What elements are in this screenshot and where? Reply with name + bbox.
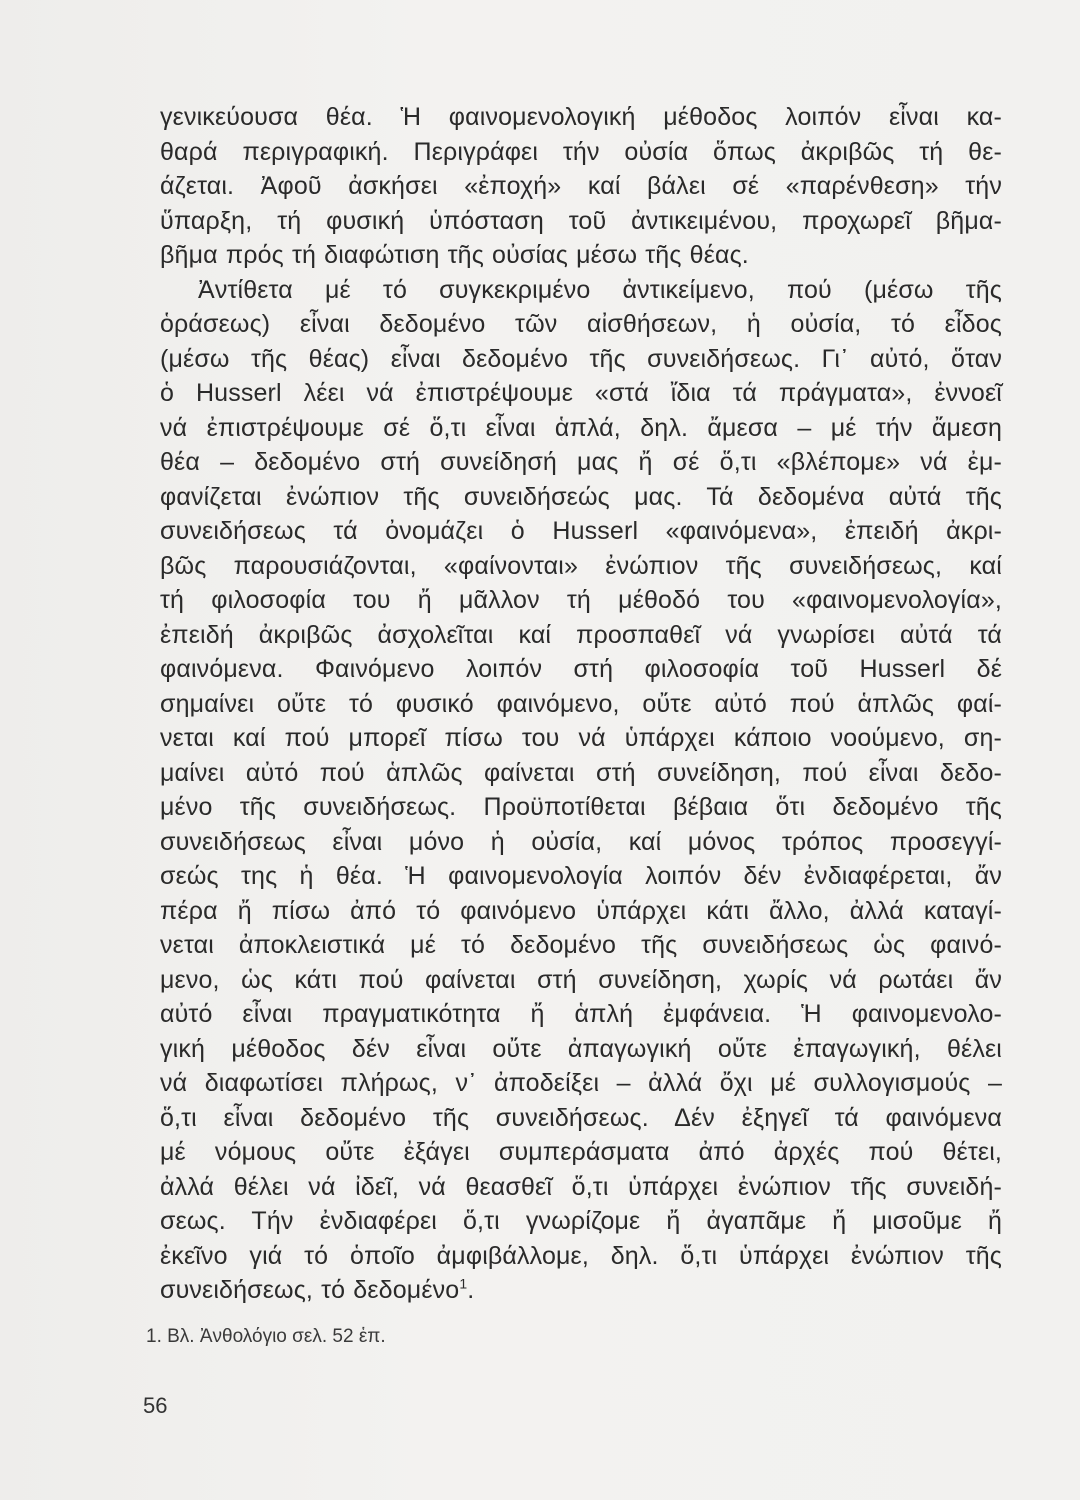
footnote: 1. Βλ. Ἀνθολόγιο σελ. 52 ἑπ. [146, 1326, 386, 1347]
text-line: ἐπειδή ἀκριβῶς ἀσχολεῖται καί προσπαθεῖ νά γνωρίσει αὐτά τά [160, 620, 1002, 649]
text-line: (μέσω τῆς θέας) εἶναι δεδομένο τῆς συνειδήσεως. Γι᾽ αὐτό, ὅταν [160, 344, 1002, 373]
text-line: μενο, ὡς κάτι πού φαίνεται στή συνείδηση, χωρίς νά ρωτάει ἄν [160, 965, 1002, 994]
text-line: νά ἐπιστρέψουμε σέ ὅ,τι εἶναι ἁπλά, δηλ. ἄμεσα – μέ τήν ἄμεση [160, 413, 1002, 442]
text-line: σεώς της ἡ θέα. Ἡ φαινομενολογία λοιπόν δέν ἐνδιαφέρεται, ἄν [160, 862, 1002, 890]
text-line: ὕπαρξη, τή φυσική ὑπόσταση τοῦ ἀντικειμένου, προχωρεῖ βῆμα- [160, 206, 1002, 235]
text-line: τή φιλοσοφία του ἤ μᾶλλον τή μέθοδό του «φαινομενολογία», [160, 586, 1002, 614]
text-line: γενικεύουσα θέα. Ἡ φαινομενολογική μέθοδος λοιπόν εἶναι κα- [160, 103, 1002, 131]
text-line-content: συνειδήσεως, τό δεδομένο [160, 1276, 460, 1304]
text-line: νεται ἀποκλειστικά μέ τό δεδομένο τῆς συνειδήσεως ὡς φαινό- [160, 931, 1002, 959]
footnote-marker: 1 [459, 1275, 468, 1292]
text-line: ἐκεῖνο γιά τό ὁποῖο ἀμφιβάλλομε, δηλ. ὅ,τι ὑπάρχει ἐνώπιον τῆς [160, 1241, 1002, 1270]
text-line: συνειδήσεως, τό δεδομένο$^1$. [160, 1275, 475, 1304]
text-line: ἀλλά θέλει νά ἰδεῖ, νά θεασθεῖ ὅ,τι ὑπάρχει ἐνώπιον τῆς συνειδή- [160, 1172, 1002, 1201]
page-number: 56 [143, 1393, 168, 1418]
text-line: νά διαφωτίσει πλήρως, ν᾽ ἀποδείξει – ἀλλά ὄχι μέ συλλογισμούς – [160, 1069, 1002, 1097]
text-line: μένο τῆς συνειδήσεως. Προϋποτίθεται βέβαια ὅτι δεδομένο τῆς [160, 793, 1002, 821]
text-line: γική μέθοδος δέν εἶναι οὔτε ἀπαγωγική οὔτε ἐπαγωγική, θέλει [160, 1034, 1002, 1063]
text-line: αὐτό εἶναι πραγματικότητα ἤ ἁπλή ἐμφάνεια. Ἡ φαινομενολο- [160, 1000, 1002, 1028]
text-line: σεως. Τήν ἐνδιαφέρει ὅ,τι γνωρίζομε ἤ ἀγαπᾶμε ἤ μισοῦμε ἤ [160, 1207, 1002, 1235]
text-line: ὁράσεως) εἶναι δεδομένο τῶν αἰσθήσεων, ἡ οὐσία, τό εἶδος [160, 310, 1002, 338]
text-line: βῆμα πρός τή διαφώτιση τῆς οὐσίας μέσω τῆς θέας. [160, 241, 749, 269]
text-line: συνειδήσεως εἶναι μόνο ἡ οὐσία, καί μόνος τρόπος προσεγγί- [160, 827, 1002, 856]
text-line: συνειδήσεως τά ὀνομάζει ὁ Husserl «φαινόμενα», ἐπειδή ἀκρι- [160, 517, 1002, 545]
text-line: φανίζεται ἐνώπιον τῆς συνειδήσεώς μας. Τά δεδομένα αὐτά τῆς [160, 482, 1002, 511]
text-line: νεται καί πού μπορεῖ πίσω του νά ὑπάρχει κάποιο νοούμενο, ση- [160, 724, 1002, 752]
text-line: βῶς παρουσιάζονται, «φαίνονται» ἐνώπιον τῆς συνειδήσεως, καί [160, 551, 1002, 580]
text-line: μαίνει αὐτό πού ἁπλῶς φαίνεται στή συνείδηση, πού εἶναι δεδο- [160, 758, 1002, 787]
text-line: θέα – δεδομένο στή συνείδησή μας ἤ σέ ὅ,τι «βλέπομε» νά ἐμ- [160, 448, 1002, 476]
text-line: πέρα ἤ πίσω ἀπό τό φαινόμενο ὑπάρχει κάτι ἄλλο, ἀλλά καταγί- [160, 896, 1002, 925]
text-line: θαρά περιγραφική. Περιγράφει τήν οὐσία ὅπως ἀκριβῶς τή θε- [160, 137, 1002, 166]
text-line: ὅ,τι εἶναι δεδομένο τῆς συνειδήσεως. Δέν ἐξηγεῖ τά φαινόμενα [160, 1103, 1002, 1132]
text-line: άζεται. Ἀφοῦ ἀσκήσει «ἐποχή» καί βάλει σέ «παρένθεση» τήν [160, 172, 1002, 200]
text-line: Ἀντίθετα μέ τό συγκεκριμένο ἀντικείμενο, πού (μέσω τῆς [198, 275, 1002, 304]
text-line: μέ νόμους οὔτε ἐξάγει συμπεράσματα ἀπό ἀρχές πού θέτει, [160, 1138, 1002, 1166]
body-text [160, 100, 1002, 1308]
text-line: ὁ Husserl λέει νά ἐπιστρέψουμε «στά ἴδια τά πράγματα», ἐννοεῖ [160, 379, 1002, 407]
text-line: φαινόμενα. Φαινόμενο λοιπόν στή φιλοσοφία τοῦ Husserl δέ [160, 655, 1002, 683]
text-line: σημαίνει οὔτε τό φυσικό φαινόμενο, οὔτε αὐτό πού ἁπλῶς φαί- [160, 689, 1002, 718]
